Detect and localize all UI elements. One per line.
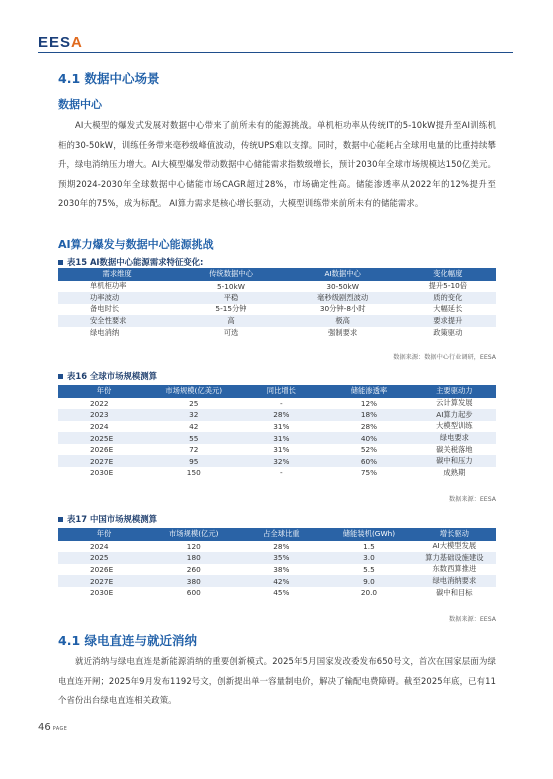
table-cell: 28% <box>360 421 378 431</box>
table-cell: 备电时长 <box>90 304 120 314</box>
table-cell: 31% <box>273 421 290 431</box>
table-cell: 45% <box>273 588 290 598</box>
table-cell: 2026E <box>90 445 114 455</box>
page-label: PAGE <box>52 727 68 732</box>
table-row <box>58 398 496 410</box>
table15-header: 变化幅度 <box>400 268 496 281</box>
table-cell: 60% <box>325 455 413 467</box>
table-cell: 毫秒级剧烈波动 <box>286 292 400 304</box>
table-cell: 2027E <box>58 455 150 467</box>
table-row <box>58 541 496 553</box>
table-cell: 40% <box>325 432 413 444</box>
table-row <box>58 552 496 564</box>
table-cell: 大模型训练 <box>436 421 473 431</box>
table-cell: 2025 <box>58 552 150 564</box>
subheading-data-center: 数据中心 <box>58 98 102 111</box>
table-cell: 95 <box>150 455 238 467</box>
table-cell: 180 <box>150 552 238 564</box>
table-cell: AI算力起步 <box>413 409 496 421</box>
eesa-logo: EESA <box>38 34 83 51</box>
table-row <box>58 315 496 327</box>
table-cell: 25 <box>189 398 199 408</box>
table-cell: 单机柜功率 <box>90 281 127 291</box>
table-cell: 平稳 <box>176 292 286 304</box>
table-cell: 2026E <box>90 564 114 574</box>
table17-source: 数据来源：EESA <box>448 616 496 623</box>
table16-caption: 表16 全球市场规模测算 <box>58 370 157 382</box>
table-cell: 72 <box>189 445 199 455</box>
caption-square-icon <box>58 260 63 265</box>
table-cell: AI大模型发展 <box>432 541 477 551</box>
table-cell: 600 <box>186 588 201 598</box>
table-cell: 32% <box>238 455 326 467</box>
table17-china-market <box>58 528 496 598</box>
table-cell: 政策驱动 <box>433 327 463 337</box>
table-cell: 绿电消纳要求 <box>413 575 496 587</box>
table-cell: 5-15分钟 <box>215 304 247 314</box>
table-cell: 75% <box>360 468 378 478</box>
table16-header: 主要驱动力 <box>413 385 496 398</box>
section-heading-green-power: 4.1 绿电直连与就近消纳 <box>58 633 197 648</box>
table-cell: 碳中和目标 <box>436 587 473 597</box>
table16-header: 同比增长 <box>238 385 326 398</box>
table-cell: 东数西算推进 <box>432 564 477 574</box>
table17-caption: 表17 中国市场规模测算 <box>58 513 157 525</box>
table-cell: 要求提升 <box>400 315 496 327</box>
table-row <box>58 455 496 467</box>
table-cell: 30分钟-8小时 <box>319 304 366 314</box>
table-cell: 28% <box>273 541 290 551</box>
table15-header: AI数据中心 <box>286 268 400 281</box>
table-cell: 可选 <box>223 327 239 337</box>
table-cell: 碳中和压力 <box>413 455 496 467</box>
table15-source: 数据来源：数据中心行业调研，EESA <box>393 354 496 361</box>
table-cell: 绿电消纳 <box>90 327 120 337</box>
table-row <box>58 467 496 479</box>
table17-header: 占全球比重 <box>238 528 326 541</box>
page-number: 46 <box>38 722 51 733</box>
table-cell: 9.0 <box>325 575 413 587</box>
table-cell: 52% <box>360 445 378 455</box>
table-cell: 2027E <box>58 575 150 587</box>
table-cell: - <box>280 398 283 408</box>
table-cell: 150 <box>186 468 201 478</box>
table-cell: 12% <box>360 398 378 408</box>
table17-header: 年份 <box>58 528 150 541</box>
table-cell: 32 <box>150 409 238 421</box>
table-cell: 碳关税落地 <box>436 444 473 454</box>
table-cell: 云计算发展 <box>436 398 473 408</box>
table-row <box>58 587 496 599</box>
page-footer <box>38 722 67 733</box>
table-cell: 2025E <box>58 432 150 444</box>
table15-caption: 表15 AI数据中心能源需求特征变化: <box>58 256 203 268</box>
caption-square-icon <box>58 517 63 522</box>
table-cell: 2030E <box>90 588 114 598</box>
table-cell: 260 <box>186 564 201 574</box>
table-cell: 42% <box>238 575 326 587</box>
table-cell: 18% <box>325 409 413 421</box>
table16-source: 数据来源：EESA <box>448 496 496 503</box>
table-cell: 绿电要求 <box>413 432 496 444</box>
table17-header: 市场规模(亿元) <box>150 528 238 541</box>
table-cell: 极高 <box>286 315 400 327</box>
table-row <box>58 432 496 444</box>
table-cell: 38% <box>273 564 290 574</box>
table15-header: 传统数据中心 <box>176 268 286 281</box>
table-row <box>58 281 496 293</box>
table-cell: 高 <box>176 315 286 327</box>
table-cell: 120 <box>186 541 201 551</box>
table-cell: 2023 <box>58 409 150 421</box>
table-row <box>58 421 496 433</box>
table-cell: 20.0 <box>360 588 378 598</box>
table-cell: 2024 <box>90 541 109 551</box>
table17-header: 增长驱动 <box>413 528 496 541</box>
table16-header: 储能渗透率 <box>325 385 413 398</box>
table-cell: 质的变化 <box>400 292 496 304</box>
table17-header: 储能装机(GWh) <box>325 528 413 541</box>
table-cell: 安全性要求 <box>58 315 176 327</box>
green-power-paragraph: 就近消纳与绿电直连是新能源消纳的重要创新模式。2025年5月国家发改委发布650号文，首次在国家层面为绿电直连开闸；2025年9月发布1192号文，创新提出单一容量制电价，解决了输配电费障碍。截至2025年底，已有11个省份出台绿电直连相关政策。 <box>58 656 496 705</box>
table-row <box>58 444 496 456</box>
subheading-ai-energy-challenge: AI算力爆发与数据中心能源挑战 <box>58 238 214 251</box>
table-cell: 大幅延长 <box>433 304 463 314</box>
table16-global-market <box>58 385 496 479</box>
table-cell: 成熟期 <box>443 467 466 477</box>
table16-header: 市场规模(亿美元) <box>150 385 238 398</box>
header-divider <box>38 52 513 53</box>
table-cell: 3.0 <box>325 552 413 564</box>
table-cell: 强制要求 <box>328 327 358 337</box>
table-cell: 2024 <box>90 421 109 431</box>
table-cell: 55 <box>150 432 238 444</box>
table-cell: 算力基础设施建设 <box>413 552 496 564</box>
table-cell: 提升5-10倍 <box>428 281 468 291</box>
table-cell: 31% <box>273 445 290 455</box>
table-cell: 2022 <box>90 398 109 408</box>
table-cell: 35% <box>238 552 326 564</box>
table-row <box>58 575 496 587</box>
data-center-paragraph: AI大模型的爆发式发展对数据中心带来了前所未有的能源挑战。单机柜功率从传统IT的5-10kW提升至AI训练机柜的30-50kW，训练任务带来毫秒级峰值波动，传统UPS难以支撑。同时，数据中心能耗占全球用电量的比重持续攀升，绿电消纳压力增大。AI大模型爆发带动数据中心储能需求指数级增长，预计2030年全球市场规模达150亿美元。预期2024-2030年全球数据中心储能市场CAGR超过28%，市场确定性高。储能渗透率从2022年的12%提升至2030年的75%，成为标配。 AI算力需求是核心增长驱动，大模型训练带来前所未有的储能需求。 <box>58 120 496 208</box>
caption-square-icon <box>58 374 63 379</box>
table-cell: 1.5 <box>363 541 375 551</box>
table-row <box>58 327 496 339</box>
table-cell: 31% <box>238 432 326 444</box>
table15-energy-demand <box>58 268 496 338</box>
table-cell: 28% <box>238 409 326 421</box>
table-cell: 5.5 <box>363 564 375 574</box>
table15-header: 需求维度 <box>58 268 176 281</box>
table-row <box>58 304 496 316</box>
table-row <box>58 409 496 421</box>
table-cell: 380 <box>150 575 238 587</box>
table-cell: 42 <box>189 421 199 431</box>
table-cell: 5-10kW <box>216 281 245 291</box>
table-cell: 2030E <box>90 468 114 478</box>
table-cell: 30-50kW <box>326 281 360 291</box>
section-heading-data-center: 4.1 数据中心场景 <box>58 71 160 86</box>
table-row <box>58 564 496 576</box>
table-cell: - <box>280 468 283 478</box>
table-row <box>58 292 496 304</box>
table-cell: 功率波动 <box>58 292 176 304</box>
table16-header: 年份 <box>58 385 150 398</box>
